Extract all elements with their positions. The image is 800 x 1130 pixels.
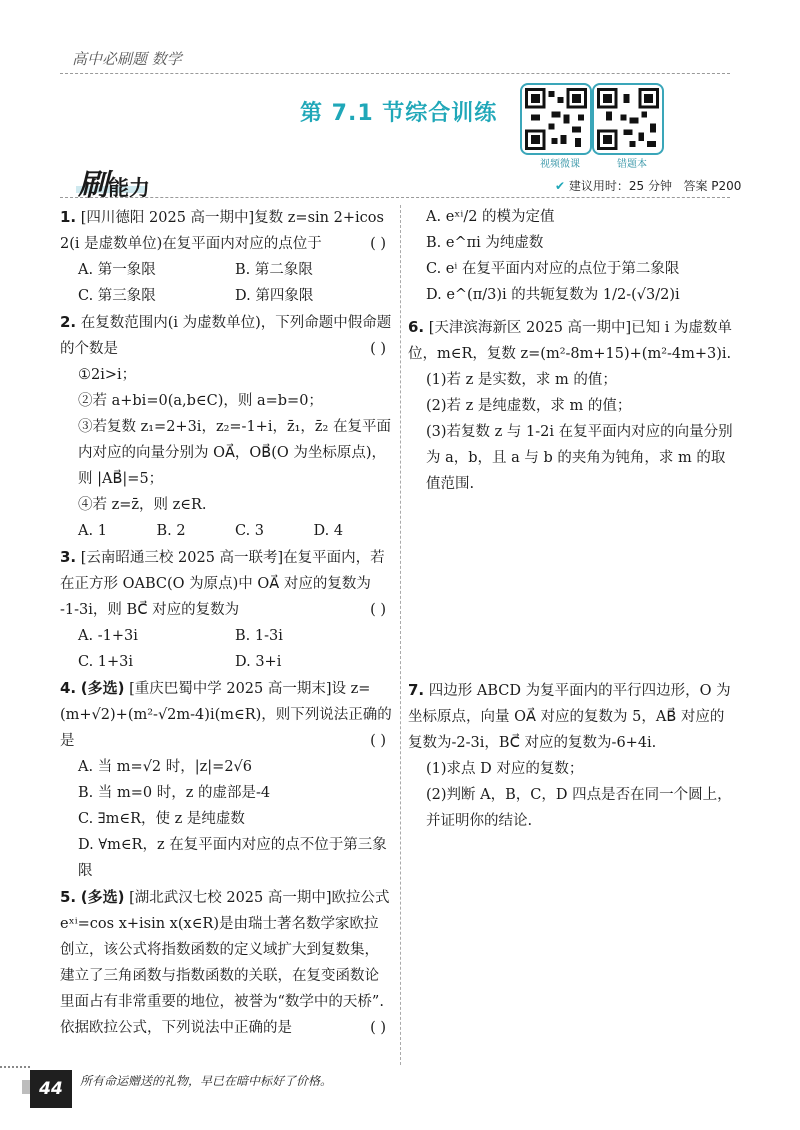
q1-number: 1.	[60, 208, 77, 226]
suggested-time	[555, 177, 741, 194]
q2-options	[60, 518, 392, 544]
q5-answer-blank[interactable]: ( )	[370, 1020, 386, 1036]
q6-part: (1)若 z 是实数，求 m 的值；	[426, 372, 617, 388]
option[interactable]: A. 第一象限	[78, 262, 156, 278]
q4-multi-tag: (多选)	[80, 679, 125, 697]
question-2	[60, 309, 392, 544]
option[interactable]: B. 2	[156, 523, 186, 539]
option[interactable]: D. e^(π/3)i 的共轭复数为 1/2-(√3/2)i	[426, 287, 680, 303]
question-5	[60, 884, 392, 1041]
time-text: 建议用时：25 分钟	[568, 179, 672, 193]
q4-text: [重庆巴蜀中学 2025 高一期末]设 z=(m+√2)+(m²-√2m-4)i(m∈R)，则下列说法正确的是	[60, 681, 392, 749]
option[interactable]: C. ∃m∈R，使 z 是纯虚数	[78, 811, 245, 827]
section-title: 第 7.1 节综合训练	[300, 101, 498, 126]
option[interactable]: C. 3	[235, 523, 265, 539]
option[interactable]: D. 3+i	[235, 654, 282, 670]
q2-statement: ②若 a+bi=0(a,b∈C)，则 a=b=0；	[78, 393, 323, 409]
question-6	[408, 314, 738, 497]
qr-mistakes[interactable]	[592, 83, 672, 170]
option[interactable]: D. 4	[313, 523, 344, 539]
q2-statement: ③若复数 z₁=2+3i，z₂=-1+i，z̄₁，z̄₂ 在复平面内对应的向量分别为 OA⃗，OB⃗(O 为坐标原点)，则 |AB⃗|=5；	[78, 419, 391, 487]
option[interactable]: C. 第三象限	[78, 288, 156, 304]
q6-part: (2)若 z 是纯虚数，求 m 的值；	[426, 398, 632, 414]
q6-part: (3)若复数 z 与 1-2i 在复平面内对应的向量分别为 a，b，且 a 与 b 的夹角为钝角，求 m 的取值范围.	[426, 424, 733, 492]
qr-video-label: 视频微课	[540, 159, 580, 170]
q3-options	[60, 623, 392, 675]
q7-part: (2)判断 A，B，C，D 四点是否在同一个圆上，并证明你的结论.	[426, 787, 732, 829]
question-7	[408, 677, 738, 834]
q3-text: [云南昭通三校 2025 高一联考]在复平面内，若在正方形 OABC(O 为原点)中 OA⃗ 对应的复数为 -1-3i，则 BC⃗ 对应的复数为	[60, 550, 385, 618]
footer-quote: 所有命运赠送的礼物，早已在暗中标好了价格。	[80, 1074, 333, 1088]
q5-multi-tag: (多选)	[80, 888, 125, 906]
option[interactable]: A. 1	[78, 523, 107, 539]
q6-number: 6.	[408, 318, 425, 336]
option[interactable]: B. 当 m=0 时，z 的虚部是-4	[78, 785, 271, 801]
q2-text: 在复数范围内(i 为虚数单位)，下列命题中假命题的个数是	[60, 315, 392, 357]
q3-answer-blank[interactable]: ( )	[370, 602, 386, 618]
book-header: 高中必刷题 数学	[72, 50, 182, 68]
qr-mistakes-label: 错题本	[617, 159, 647, 170]
badge-label: 能力	[108, 176, 150, 200]
q2-statement: ①2i>i；	[78, 367, 137, 383]
qr-code-icon	[520, 83, 592, 155]
q2-number: 2.	[60, 313, 77, 331]
option[interactable]: B. 1-3i	[235, 628, 283, 644]
q7-text: 四边形 ABCD 为复平面内的平行四边形，O 为坐标原点，向量 OA⃗ 对应的复数为 5，AB⃗ 对应的复数为-2-3i，BC⃗ 对应的复数为-6+4i.	[408, 683, 731, 751]
option[interactable]: A. 当 m=√2 时，|z|=2√6	[78, 759, 253, 775]
left-column	[60, 204, 392, 1041]
page-number: 44	[30, 1070, 72, 1108]
question-3	[60, 544, 392, 675]
check-icon: ✔	[555, 179, 566, 193]
q7-number: 7.	[408, 681, 425, 699]
column-divider	[400, 205, 401, 1065]
q4-number: 4.	[60, 679, 77, 697]
qr-code-icon	[592, 83, 664, 155]
qr-video[interactable]	[520, 83, 600, 170]
q5-number: 5.	[60, 888, 77, 906]
q7-part: (1)求点 D 对应的复数；	[426, 761, 584, 777]
q1-answer-blank[interactable]: ( )	[370, 236, 386, 252]
answer-ref: 答案 P200	[683, 179, 742, 193]
footer-dots	[0, 1066, 30, 1068]
option[interactable]: C. eⁱ 在复平面内对应的点位于第二象限	[426, 261, 680, 277]
option[interactable]: C. 1+3i	[78, 654, 134, 670]
top-divider	[60, 197, 730, 198]
question-1	[60, 204, 392, 309]
q3-number: 3.	[60, 548, 77, 566]
q4-answer-blank[interactable]: ( )	[370, 733, 386, 749]
q1-options	[60, 257, 392, 309]
option[interactable]: B. 第二象限	[235, 262, 313, 278]
answer-space[interactable]	[408, 497, 738, 677]
option[interactable]: D. ∀m∈R，z 在复平面内对应的点不位于第三象限	[78, 837, 387, 879]
right-column	[408, 204, 738, 834]
q5-text: [湖北武汉七校 2025 高一期中]欧拉公式 eˣⁱ=cos x+isin x(x∈R)是由瑞士著名数学家欧拉创立，该公式将指数函数的定义域扩大到复数集，建立了三角函数与指数函数的关联，在复变函数论里面占有非常重要的地位，被誉为“数学中的天桥”. 依据欧拉公式，下列说法中正确的是	[60, 890, 390, 1036]
option[interactable]: B. e^πi 为纯虚数	[426, 235, 544, 251]
option[interactable]: A. eˣⁱ/2 的模为定值	[426, 209, 555, 225]
q1-text: [四川德阳 2025 高一期中]复数 z=sin 2+icos 2(i 是虚数单位)在复平面内对应的点位于	[60, 210, 384, 252]
q2-answer-blank[interactable]: ( )	[370, 341, 386, 357]
badge-big-char: 刷	[78, 168, 108, 203]
option[interactable]: A. -1+3i	[78, 628, 138, 644]
q6-text: [天津滨海新区 2025 高一期中]已知 i 为虚数单位，m∈R，复数 z=(m²-8m+15)+(m²-4m+3)i.	[408, 320, 733, 362]
option[interactable]: D. 第四象限	[235, 288, 314, 304]
q2-statement: ④若 z=z̄，则 z∈R.	[78, 497, 207, 513]
header-divider	[60, 73, 730, 74]
question-4	[60, 675, 392, 884]
